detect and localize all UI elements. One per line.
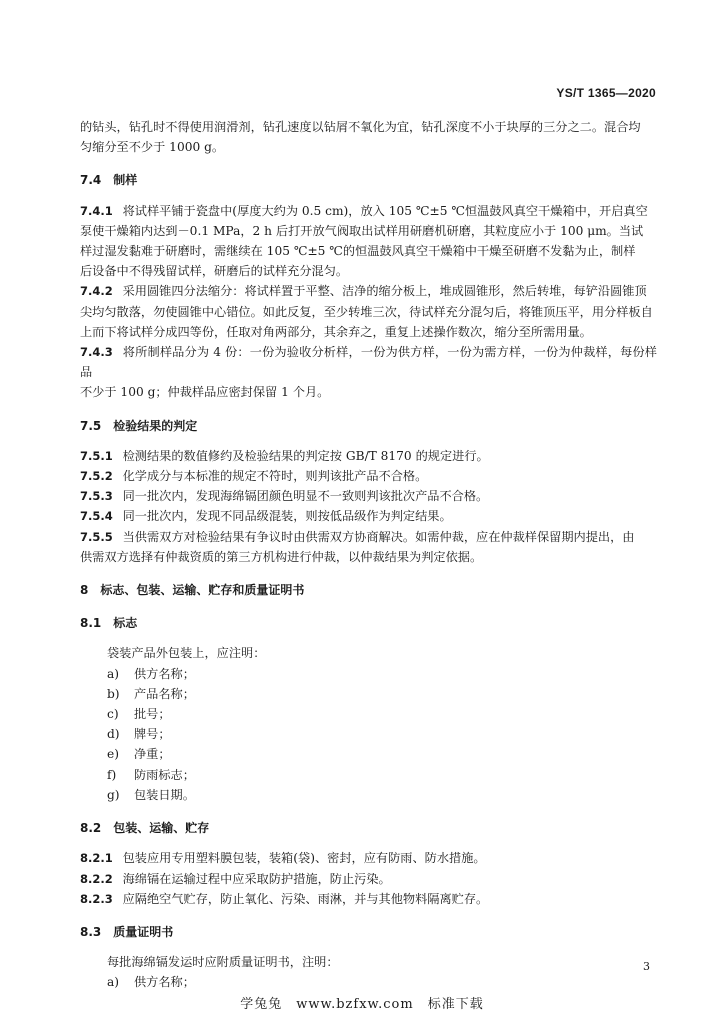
section-7-4-heading: [80, 170, 657, 190]
list-item: d) 牌号；: [107, 727, 171, 742]
clause-7-5-2: 7.5.2 化学成分与本标准的规定不符时，则判该批产品不合格。: [80, 469, 428, 484]
clause-7-4-2: 7.4.2 采用圆锥四分法缩分：将试样置于平整、洁净的缩分板上，堆成圆锥形，然后转堆，每铲沿圆锥顶 尖均匀散落，勿使圆锥中心错位。如此反复，至少转堆三次，待试样充分混匀后，将锥顶压平，用分样板自 上而下将试样分成四等份，任取对角两部分，其余弃之，重复上述操作数次，缩分至所需用量。: [80, 284, 653, 339]
clause-number: 7.4.3: [80, 345, 113, 360]
list-item: g) 包装日期。: [107, 787, 195, 802]
list-item: e) 净重；: [107, 747, 171, 762]
continued-paragraph-line: 的钻头，钻孔时不得使用润滑剂，钻孔速度以钻屑不氧化为宜，钻孔深度不小于块厚的三分之二。混合均: [80, 120, 641, 134]
certificate-intro: 每批海绵镉发运时应附质量证明书，注明：: [107, 955, 339, 970]
section-8-heading: 8 标志、包装、运输、贮存和质量证明书: [80, 583, 305, 598]
clause-7-4-1: 7.4.1 将试样平铺于瓷盘中(厚度大约为 0.5 cm)，放入 105 ℃±5 ℃恒温鼓风真空干燥箱中，开启真空 泵使干燥箱内达到－0.1 MPa，2 h 后打开放气阀取出试样用研磨机研磨，其粒度应小于 100 μm。当试 样过湿发黏难于研磨时，需继续在 105 ℃±5 ℃的恒温鼓风真空干燥箱中干燥至研磨不发黏为止，制样 后设备中不得残留试样，研磨后的试样充分混匀。: [80, 203, 648, 279]
marking-intro: 袋装产品外包装上，应注明：: [107, 646, 266, 661]
clause-7-5-3: 7.5.3 同一批次内，发现海绵镉团颜色明显不一致则判该批次产品不合格。: [80, 489, 489, 504]
clause-7-5-5: 7.5.5 当供需双方对检验结果有争议时由供需双方协商解决。如需仲裁，应在仲裁样保留期内提出，由 供需双方选择有仲裁资质的第三方机构进行仲裁，以仲裁结果为判定依据。: [80, 529, 635, 564]
clause-8-2-2: 8.2.2 海绵镉在运输过程中应采取防护措施，防止污染。: [80, 871, 391, 886]
clause-8-2-1: 8.2.1 包装应用专用塑料膜包装，装箱(袋)、密封，应有防雨、防水措施。: [80, 851, 486, 866]
section-number: 7.5: [80, 418, 102, 433]
list-item: f) 防雨标志；: [107, 767, 195, 782]
list-item: a) 供方名称；: [107, 975, 195, 990]
section-8-3-heading: 8.3 质量证明书: [80, 924, 174, 939]
section-7-5-heading: [80, 416, 657, 436]
clause-8-2-3: 8.2.3 应隔绝空气贮存，防止氧化、污染、雨淋，并与其他物料隔离贮存。: [80, 891, 489, 906]
list-item: a) 供方名称；: [107, 666, 195, 681]
clause-7-4-3: 7.4.3 将所制样品分为 4 份：一份为验收分析样，一份为供方样，一份为需方样，一份为仲裁样，每份样品 不少于 100 g；仲裁样品应密封保留 1 个月。: [80, 345, 657, 400]
standard-code: YS/T 1365—2020: [556, 86, 656, 100]
list-item: c) 批号；: [107, 707, 171, 722]
page-number: 3: [643, 960, 650, 973]
section-8-1-heading: 8.1 标志: [80, 616, 138, 631]
section-8-2-heading: 8.2 包装、运输、贮存: [80, 821, 210, 836]
footer-watermark: 学兔兔 www.bzfxw.com 标准下载: [240, 997, 484, 1012]
continued-paragraph-line: 匀缩分至不少于 1000 g。: [80, 140, 225, 155]
list-item: b) 产品名称；: [107, 686, 195, 701]
section-number: 7.4: [80, 173, 102, 188]
clause-7-5-4: 7.5.4 同一批次内，发现不同品级混装，则按低品级作为判定结果。: [80, 509, 452, 524]
section-title: 制样: [113, 173, 138, 188]
section-title: 检验结果的判定: [113, 418, 198, 433]
clause-number: 7.4.1: [80, 203, 113, 218]
clause-7-5-1: 7.5.1 检测结果的数值修约及检验结果的判定按 GB/T 8170 的规定进行。: [80, 448, 489, 463]
clause-number: 7.4.2: [80, 284, 113, 299]
body-text: [80, 117, 657, 993]
marking-list: [80, 664, 657, 805]
